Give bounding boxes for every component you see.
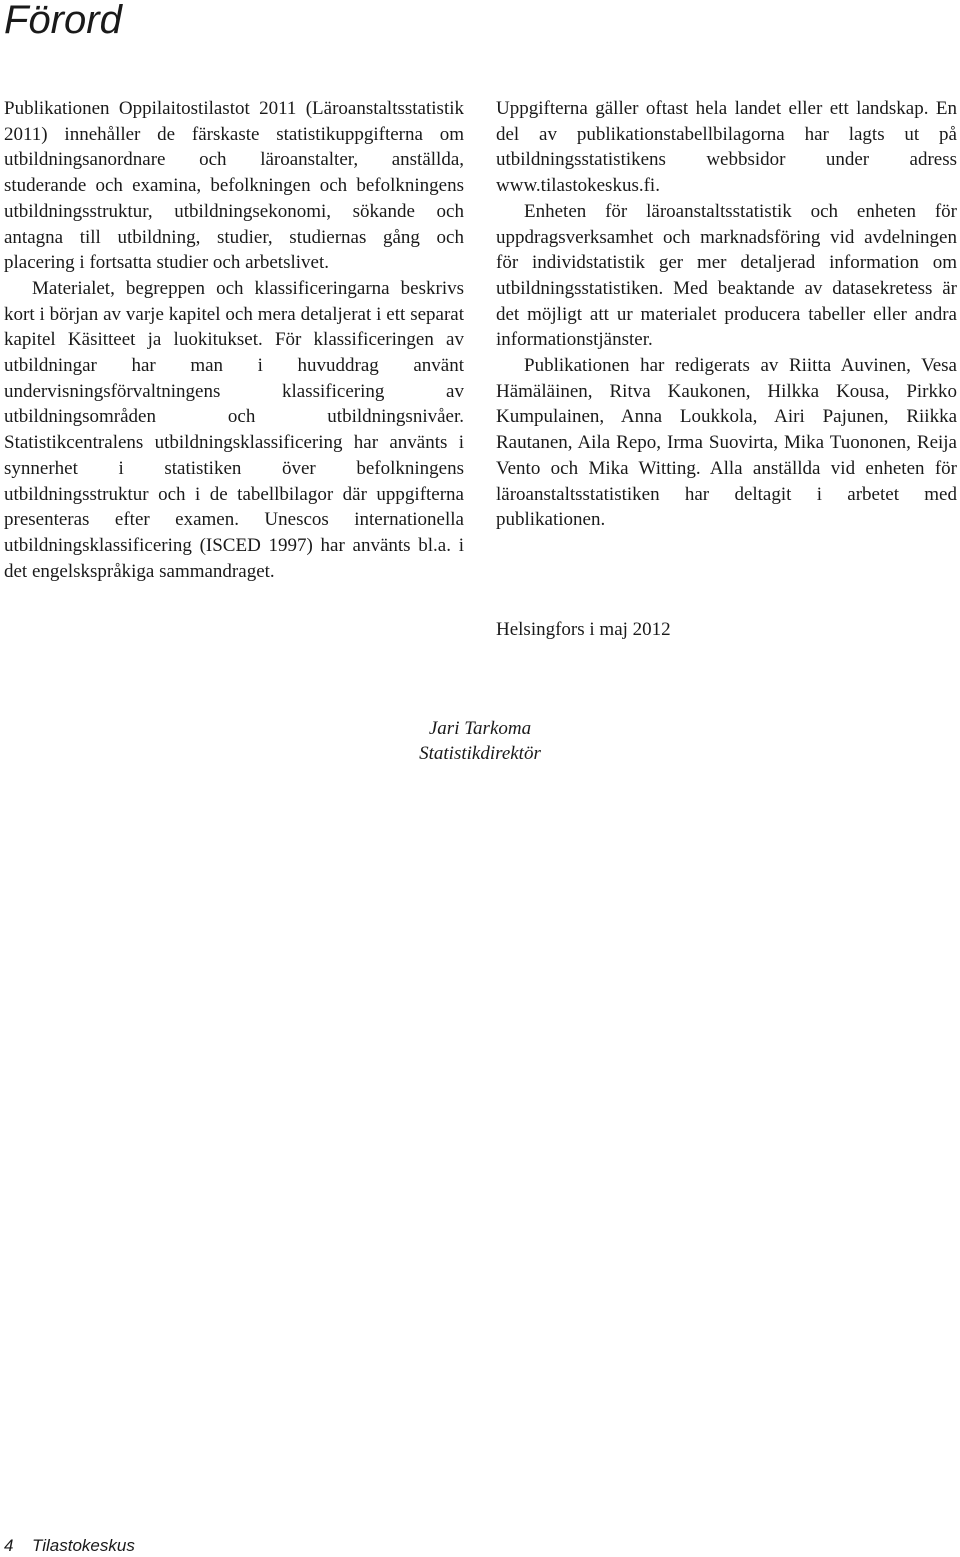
body-paragraph: Publikationen Oppilaitostilastot 2011 (Läroanstaltsstatistik 2011) innehåller de färskaste statistikuppgifterna om utbildningsanordnare och läroanstalter, anställda, studerande och examina, befolkningen och befolkningens utbildningsstruktur, utbildningsekonomi, sökande och antagna till utbildning, studier, studiernas gång och placering i fortsatta studier och arbetslivet. (4, 98, 464, 274)
body-paragraph: Enheten för läroanstaltsstatistik och enheten för uppdragsverksamhet och marknadsföring vid avdelningen för individstatistik ger mer detaljerad information om utbildningsstatistiken. Med beaktande av datasekretess är det möjligt att ur materialet producera tabeller eller andra informationstjänster. (496, 200, 957, 351)
body-paragraph: Uppgifterna gäller oftast hela landet eller ett landskap. En del av publikationstabellbilagorna har lagts ut på utbildningsstatistikens webbsidor under adress www.tilastokeskus.fi. (496, 98, 957, 197)
place-and-date: Helsingfors i maj 2012 (496, 619, 671, 640)
signer-name: Jari Tarkoma (428, 718, 532, 739)
signature-block (330, 716, 630, 766)
page-number: 4 (4, 1536, 14, 1555)
left-column (4, 96, 464, 584)
page-footer (4, 1536, 135, 1556)
signer-title: Statistikdirektör (419, 743, 541, 764)
body-paragraph: Publikationen har redigerats av Riitta Auvinen, Vesa Hämäläinen, Ritva Kaukonen, Hilkka Kousa, Pirkko Kumpulainen, Anna Loukkola, Airi Pajunen, Riikka Rautanen, Aila Repo, Irma Suovirta, Mika Tuononen, Reija Vento och Mika Witting. Alla anställda vid enheten för läroanstaltsstatistiken har deltagit i arbetet med publikationen. (496, 355, 957, 531)
page-title: Förord (4, 0, 122, 42)
right-column (496, 96, 957, 533)
body-paragraph: Materialet, begreppen och klassificeringarna beskrivs kort i början av varje kapitel och mera detaljerat i ett separat kapitel Käsitteet ja luokitukset. För klassificeringen av utbildningar har man i huvuddrag använt undervisningsförvaltningens klassificering av utbildningsområden och utbildningsnivåer. Statistikcentralens utbildningsklassificering har använts i synnerhet i statistiken över befolkningens utbildningsstruktur och i de tabellbilagor där uppgifterna presenteras efter examen. Unescos internationella utbildningsklassificering (ISCED 1997) har använts bl.a. i det engelskspråkiga sammandraget. (4, 277, 464, 582)
publisher-name: Tilastokeskus (32, 1536, 135, 1555)
